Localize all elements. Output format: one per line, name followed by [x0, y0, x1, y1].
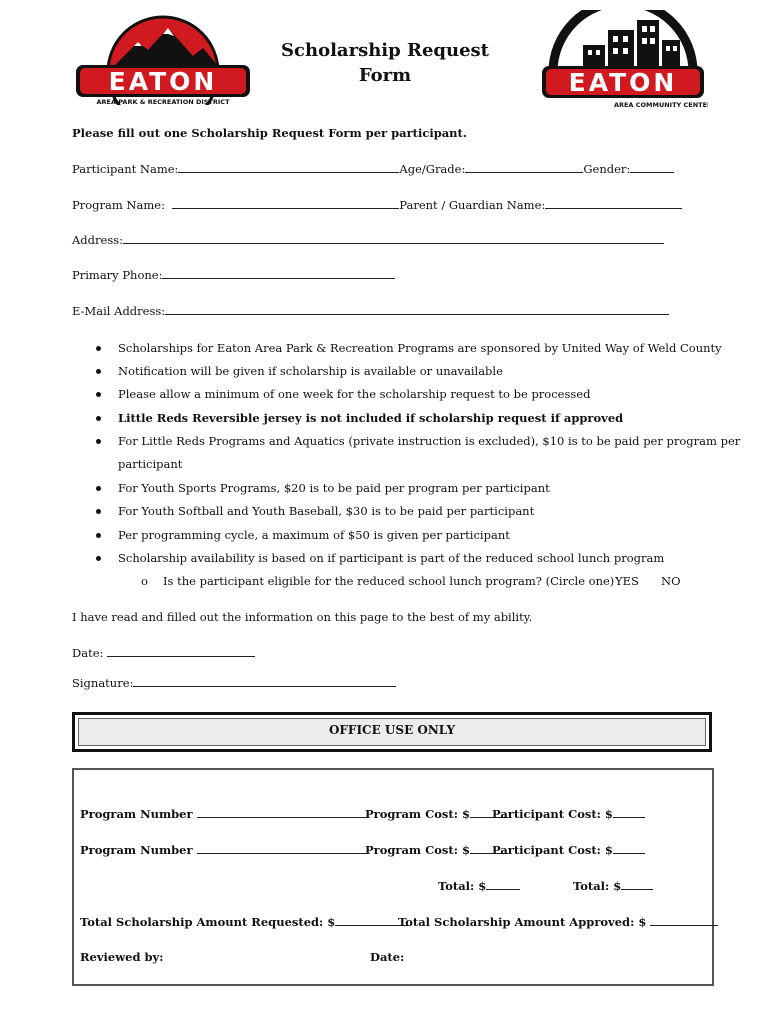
bullet-text: Please allow a minimum of one week for the scholarship request to be processed — [118, 387, 591, 401]
bullet-item — [118, 341, 722, 355]
email-field[interactable] — [165, 304, 669, 315]
address-row — [72, 233, 664, 247]
total-requested-label: Total Scholarship Amount Requested: $ — [80, 915, 336, 929]
participant-cost-label: Participant Cost: $ — [492, 843, 613, 857]
participant-cost-field[interactable] — [613, 807, 645, 818]
reviewed-by-label: Reviewed by: — [80, 950, 164, 964]
sub-bullet-marker: o — [141, 574, 148, 588]
age-grade-field[interactable] — [465, 162, 583, 173]
eaton-park-rec-logo — [68, 10, 258, 105]
signature-row — [72, 676, 396, 690]
participant-cost-label: Participant Cost: $ — [492, 807, 613, 821]
program-name-label: Program Name: — [72, 198, 165, 212]
right-logo-name: EATON — [568, 68, 678, 97]
left-logo-sub: AREA PARK & RECREATION DISTRICT — [96, 98, 230, 105]
signature-field[interactable] — [133, 676, 396, 687]
program-name-row — [72, 198, 682, 212]
bullet-dot — [96, 533, 101, 538]
bullet-dot — [96, 392, 101, 397]
bullet-text: For Little Reds Programs and Aquatics (private instruction is excluded), $10 is to be paid per program per — [118, 434, 741, 448]
total-approved-row — [398, 915, 718, 929]
age-grade-label: Age/Grade: — [399, 162, 466, 176]
program-cost-label: Program Cost: $ — [365, 843, 470, 857]
participant-cost-row-2 — [492, 843, 645, 857]
bullet-item — [118, 528, 510, 542]
bullet-text: Scholarships for Eaton Area Park & Recreation Programs are sponsored by United Way of Weld County — [118, 341, 722, 355]
participant-name-row — [72, 162, 674, 176]
primary-phone-label: Primary Phone: — [72, 268, 163, 282]
total-requested-row — [80, 915, 408, 929]
bullet-dot — [96, 369, 101, 374]
right-logo-sub: AREA COMMUNITY CENTER — [613, 101, 708, 109]
total-label: Total: $ — [438, 879, 487, 893]
title-line-2: Form — [358, 65, 412, 86]
total-field[interactable] — [486, 879, 520, 890]
program-cost-row-2 — [365, 843, 508, 857]
bullet-dot — [96, 346, 101, 351]
bullet-item — [118, 411, 623, 425]
certify-text: I have read and filled out the information on this page to the best of my ability. — [72, 610, 533, 624]
yes-option[interactable]: YES — [615, 574, 639, 588]
program-number-label: Program Number — [80, 807, 193, 821]
participant-name-label: Participant Name: — [72, 162, 179, 176]
instruction-text: Please fill out one Scholarship Request Form per participant. — [72, 126, 467, 140]
program-number-field[interactable] — [197, 843, 367, 854]
parent-guardian-field[interactable] — [545, 198, 682, 209]
participant-cost-row-1 — [492, 807, 645, 821]
bullet-item — [118, 481, 550, 495]
office-date-label: Date: — [370, 950, 405, 964]
address-label: Address: — [72, 233, 124, 247]
program-cost-row-1 — [365, 807, 508, 821]
total-field[interactable] — [621, 879, 653, 890]
bullet-item — [118, 504, 534, 518]
parent-guardian-label: Parent / Guardian Name: — [399, 198, 546, 212]
participant-cost-field[interactable] — [613, 843, 645, 854]
total-participant-cost — [573, 879, 653, 893]
bullet-text: For Youth Sports Programs, $20 is to be paid per program per participant — [118, 481, 550, 495]
email-row — [72, 304, 669, 318]
program-number-label: Program Number — [80, 843, 193, 857]
bullet-dot — [96, 509, 101, 514]
bullet-text: For Youth Softball and Youth Baseball, $30 is to be paid per participant — [118, 504, 535, 518]
bullet-item — [118, 434, 740, 448]
office-use-title: OFFICE USE ONLY — [78, 718, 706, 746]
gender-label: Gender: — [583, 162, 631, 176]
office-use-header — [72, 712, 712, 752]
program-cost-label: Program Cost: $ — [365, 807, 470, 821]
form-title — [260, 38, 510, 88]
date-row — [72, 646, 255, 660]
bullet-item — [118, 364, 503, 378]
sub-bullet-text: Is the participant eligible for the reduced school lunch program? (Circle one) — [163, 574, 615, 588]
title-line-1: Scholarship Request — [281, 40, 489, 61]
bullet-dot — [96, 439, 101, 444]
gender-field[interactable] — [630, 162, 674, 173]
program-number-field[interactable] — [197, 807, 367, 818]
left-logo-name: EATON — [108, 67, 218, 96]
program-number-row-2 — [80, 843, 367, 857]
date-field[interactable] — [107, 646, 255, 657]
total-approved-field[interactable] — [650, 915, 718, 926]
bullet-item — [118, 387, 590, 401]
participant-name-field[interactable] — [178, 162, 399, 173]
total-program-cost — [438, 879, 520, 893]
bullet-text: Per programming cycle, a maximum of $50 is given per participant — [118, 528, 510, 542]
date-label: Date: — [72, 646, 104, 660]
bullet-continuation: participant — [118, 457, 183, 471]
bullet-text: Notification will be given if scholarship is available or unavailable — [118, 364, 503, 378]
no-option[interactable]: NO — [661, 574, 681, 588]
address-field[interactable] — [123, 233, 664, 244]
bullet-dot — [96, 556, 101, 561]
bullet-dot — [96, 486, 101, 491]
primary-phone-field[interactable] — [162, 268, 395, 279]
program-number-row-1 — [80, 807, 367, 821]
program-name-field[interactable] — [172, 198, 399, 209]
total-approved-label: Total Scholarship Amount Approved: $ — [398, 915, 647, 929]
total-label: Total: $ — [573, 879, 622, 893]
email-label: E-Mail Address: — [72, 304, 166, 318]
signature-label: Signature: — [72, 676, 134, 690]
eaton-community-center-logo — [538, 10, 708, 110]
phone-row — [72, 268, 395, 282]
bullet-dot — [96, 416, 101, 421]
bullet-text: Scholarship availability is based on if participant is part of the reduced school lunch program — [118, 551, 665, 565]
bullet-item — [118, 551, 664, 565]
bullet-text: Little Reds Reversible jersey is not included if scholarship request if approved — [118, 411, 624, 425]
